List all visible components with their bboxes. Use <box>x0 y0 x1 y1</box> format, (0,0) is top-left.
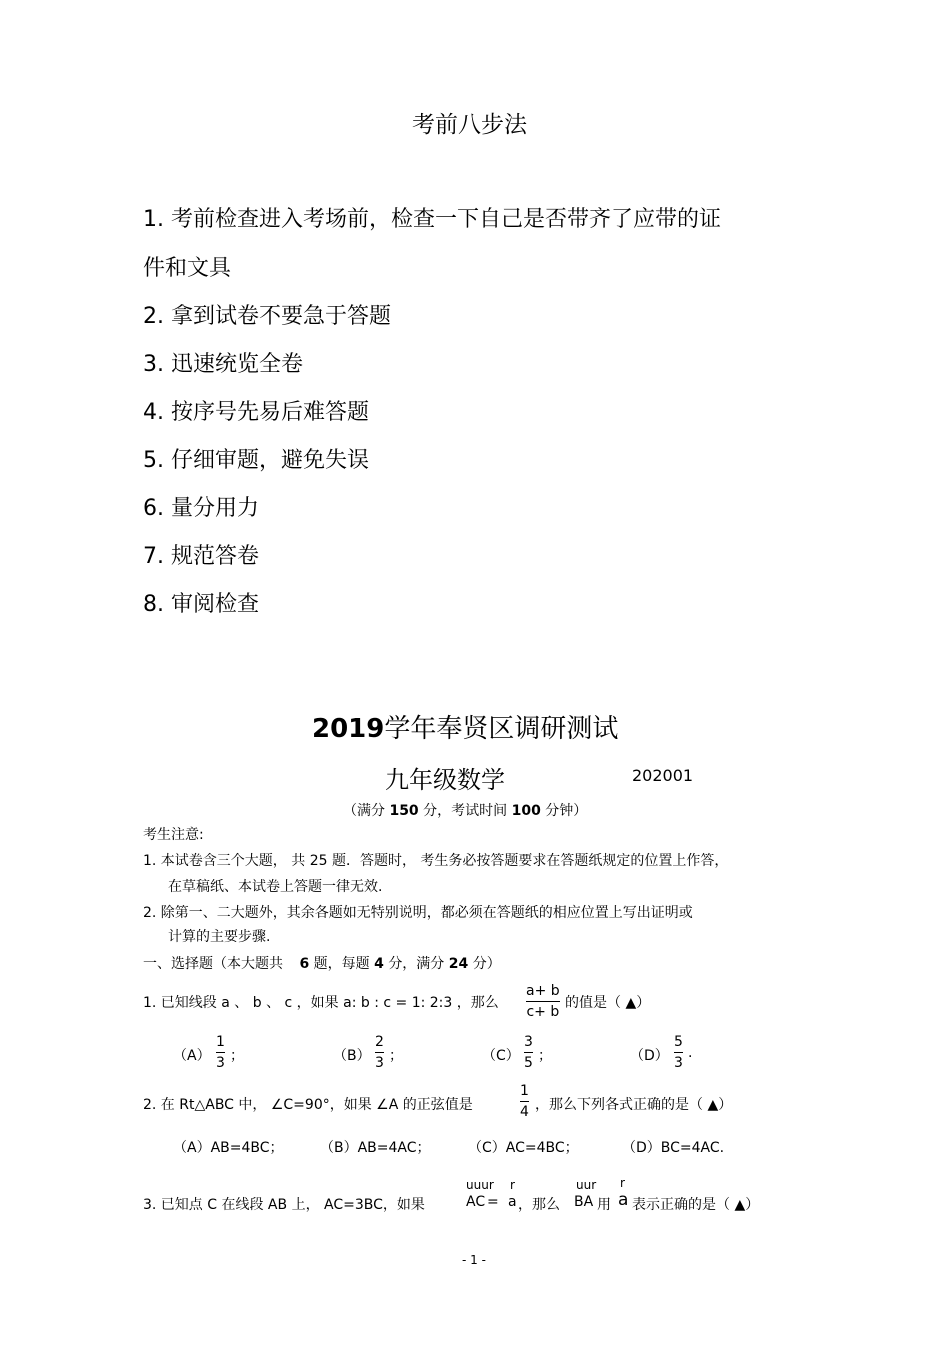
section-text: 题，每题 <box>313 956 370 972</box>
fraction-numerator: 3 <box>524 1034 533 1050</box>
q3-a: a <box>508 1194 517 1210</box>
page-number: - 1 - <box>462 1253 486 1267</box>
step-item: 8. 审阅检查 <box>143 592 259 617</box>
step-item: 6. 量分用力 <box>143 496 259 521</box>
section-heading <box>143 953 501 973</box>
q2-fraction <box>520 1084 529 1119</box>
q1-option-d-end: . <box>688 1045 693 1061</box>
fraction-bar <box>674 1052 683 1053</box>
fraction-denominator: 5 <box>524 1055 533 1071</box>
section-text: 分） <box>472 956 501 972</box>
notice-item: 2. 除第一、二大题外，其余各题如无特别说明，都必须在答题纸的相应位置上写出证明或 <box>143 905 693 921</box>
q3-vector-ac: AC <box>466 1194 486 1210</box>
section-text: 分，满分 <box>388 956 445 972</box>
full-score: 150 <box>389 803 419 819</box>
section-text: 一、选择题（本大题共 <box>143 956 283 972</box>
q2-tail: ，那么下列各式正确的是（ ▲） <box>535 1097 733 1113</box>
exam-time: 100 <box>511 803 541 819</box>
q1-option-c-label: （C） <box>482 1048 520 1064</box>
fraction-denominator: c+ b <box>526 1004 560 1020</box>
q3-tail: 表示正确的是（ ▲） <box>632 1197 760 1213</box>
q1-fraction <box>526 984 560 1019</box>
q3-a-mark: r <box>510 1178 515 1192</box>
score-text: （满分 <box>343 803 385 819</box>
step-item: 件和文具 <box>143 256 232 281</box>
fraction-denominator: 3 <box>674 1055 683 1071</box>
exam-title-text: 学年奉贤区调研测试 <box>384 714 619 744</box>
q1-option-c-fraction <box>524 1035 533 1070</box>
q3-vector-marks: uuur <box>466 1178 494 1192</box>
notice-item: 在草稿纸、本试卷上答题一律无效. <box>168 879 383 895</box>
q2-option-b: （B）AB=4AC； <box>320 1140 431 1156</box>
q2-option-c: （C）AC=4BC； <box>468 1140 579 1156</box>
score-line <box>343 800 587 820</box>
q1-option-d-fraction <box>674 1035 683 1070</box>
fraction-denominator: 3 <box>375 1055 384 1071</box>
q3-vector-ba: BA <box>574 1194 594 1210</box>
q1-option-b-label: （B） <box>333 1048 371 1064</box>
q1-option-a-label: （A） <box>173 1048 211 1064</box>
q1-option-b-fraction <box>375 1035 384 1070</box>
per-question-score: 4 <box>374 956 384 972</box>
notice-item: 计算的主要步骤. <box>168 929 271 945</box>
fraction-denominator: 4 <box>520 1104 529 1120</box>
q3-text: 用 <box>597 1197 611 1213</box>
q1-stem: 1. 已知线段 a 、 b 、 c ，如果 a: b : c = 1: 2:3 ，那么 <box>143 995 499 1011</box>
exam-subject: 九年级数学 <box>385 766 505 794</box>
fraction-bar <box>216 1052 225 1053</box>
q2-option-a: （A）AB=4BC； <box>173 1140 284 1156</box>
q3-a: a <box>618 1190 629 1210</box>
step-item: 2. 拿到试卷不要急于答题 <box>143 304 391 329</box>
notice-label: 考生注意: <box>143 827 204 843</box>
fraction-numerator: a+ b <box>526 983 560 999</box>
fraction-bar <box>375 1052 384 1053</box>
step-item: 3. 迅速统览全卷 <box>143 352 303 377</box>
fraction-numerator: 2 <box>375 1034 384 1050</box>
step-item: 1. 考前检查进入考场前，检查一下自己是否带齐了应带的证 <box>143 207 721 232</box>
step-item: 4. 按序号先易后难答题 <box>143 400 369 425</box>
fraction-denominator: 3 <box>216 1055 225 1071</box>
score-text: 分钟） <box>545 803 588 819</box>
steps-title: 考前八步法 <box>412 112 527 138</box>
q2-stem: 2. 在 Rt△ABC 中， ∠C=90°，如果 ∠A 的正弦值是 <box>143 1097 473 1113</box>
q1-option-d-label: （D） <box>630 1048 669 1064</box>
q3-stem: 3. 已知点 C 在线段 AB 上， AC=3BC，如果 <box>143 1197 425 1213</box>
section-total-score: 24 <box>448 956 469 972</box>
q3-vector-marks: uur <box>576 1178 597 1192</box>
step-item: 5. 仔细审题，避免失误 <box>143 448 369 473</box>
fraction-bar <box>526 1001 560 1002</box>
fraction-bar <box>524 1052 533 1053</box>
q1-option-a-fraction <box>216 1035 225 1070</box>
fraction-numerator: 5 <box>674 1034 683 1050</box>
q1-option-c-end: ； <box>538 1048 552 1064</box>
exam-code: 202001 <box>632 766 694 785</box>
notice-item: 1. 本试卷含三个大题， 共 25 题．答题时， 考生务必按答题要求在答题纸规定的位置上作答， <box>143 853 729 869</box>
q2-option-d: （D）BC=4AC. <box>622 1140 725 1156</box>
q3-a-mark: r <box>620 1176 625 1190</box>
score-text: 分，考试时间 <box>423 803 508 819</box>
q3-equals: = <box>487 1194 499 1210</box>
q1-option-a-end: ； <box>230 1048 244 1064</box>
q3-text: ，那么 <box>518 1197 560 1213</box>
exam-year: 2019 <box>312 714 385 744</box>
q1-option-b-end: ； <box>389 1048 403 1064</box>
q1-tail: 的值是（ ▲） <box>565 995 651 1011</box>
fraction-numerator: 1 <box>520 1083 529 1099</box>
exam-title <box>312 708 618 745</box>
fraction-bar <box>520 1101 529 1102</box>
question-count: 6 <box>299 956 310 972</box>
step-item: 7. 规范答卷 <box>143 544 259 569</box>
fraction-numerator: 1 <box>216 1034 225 1050</box>
